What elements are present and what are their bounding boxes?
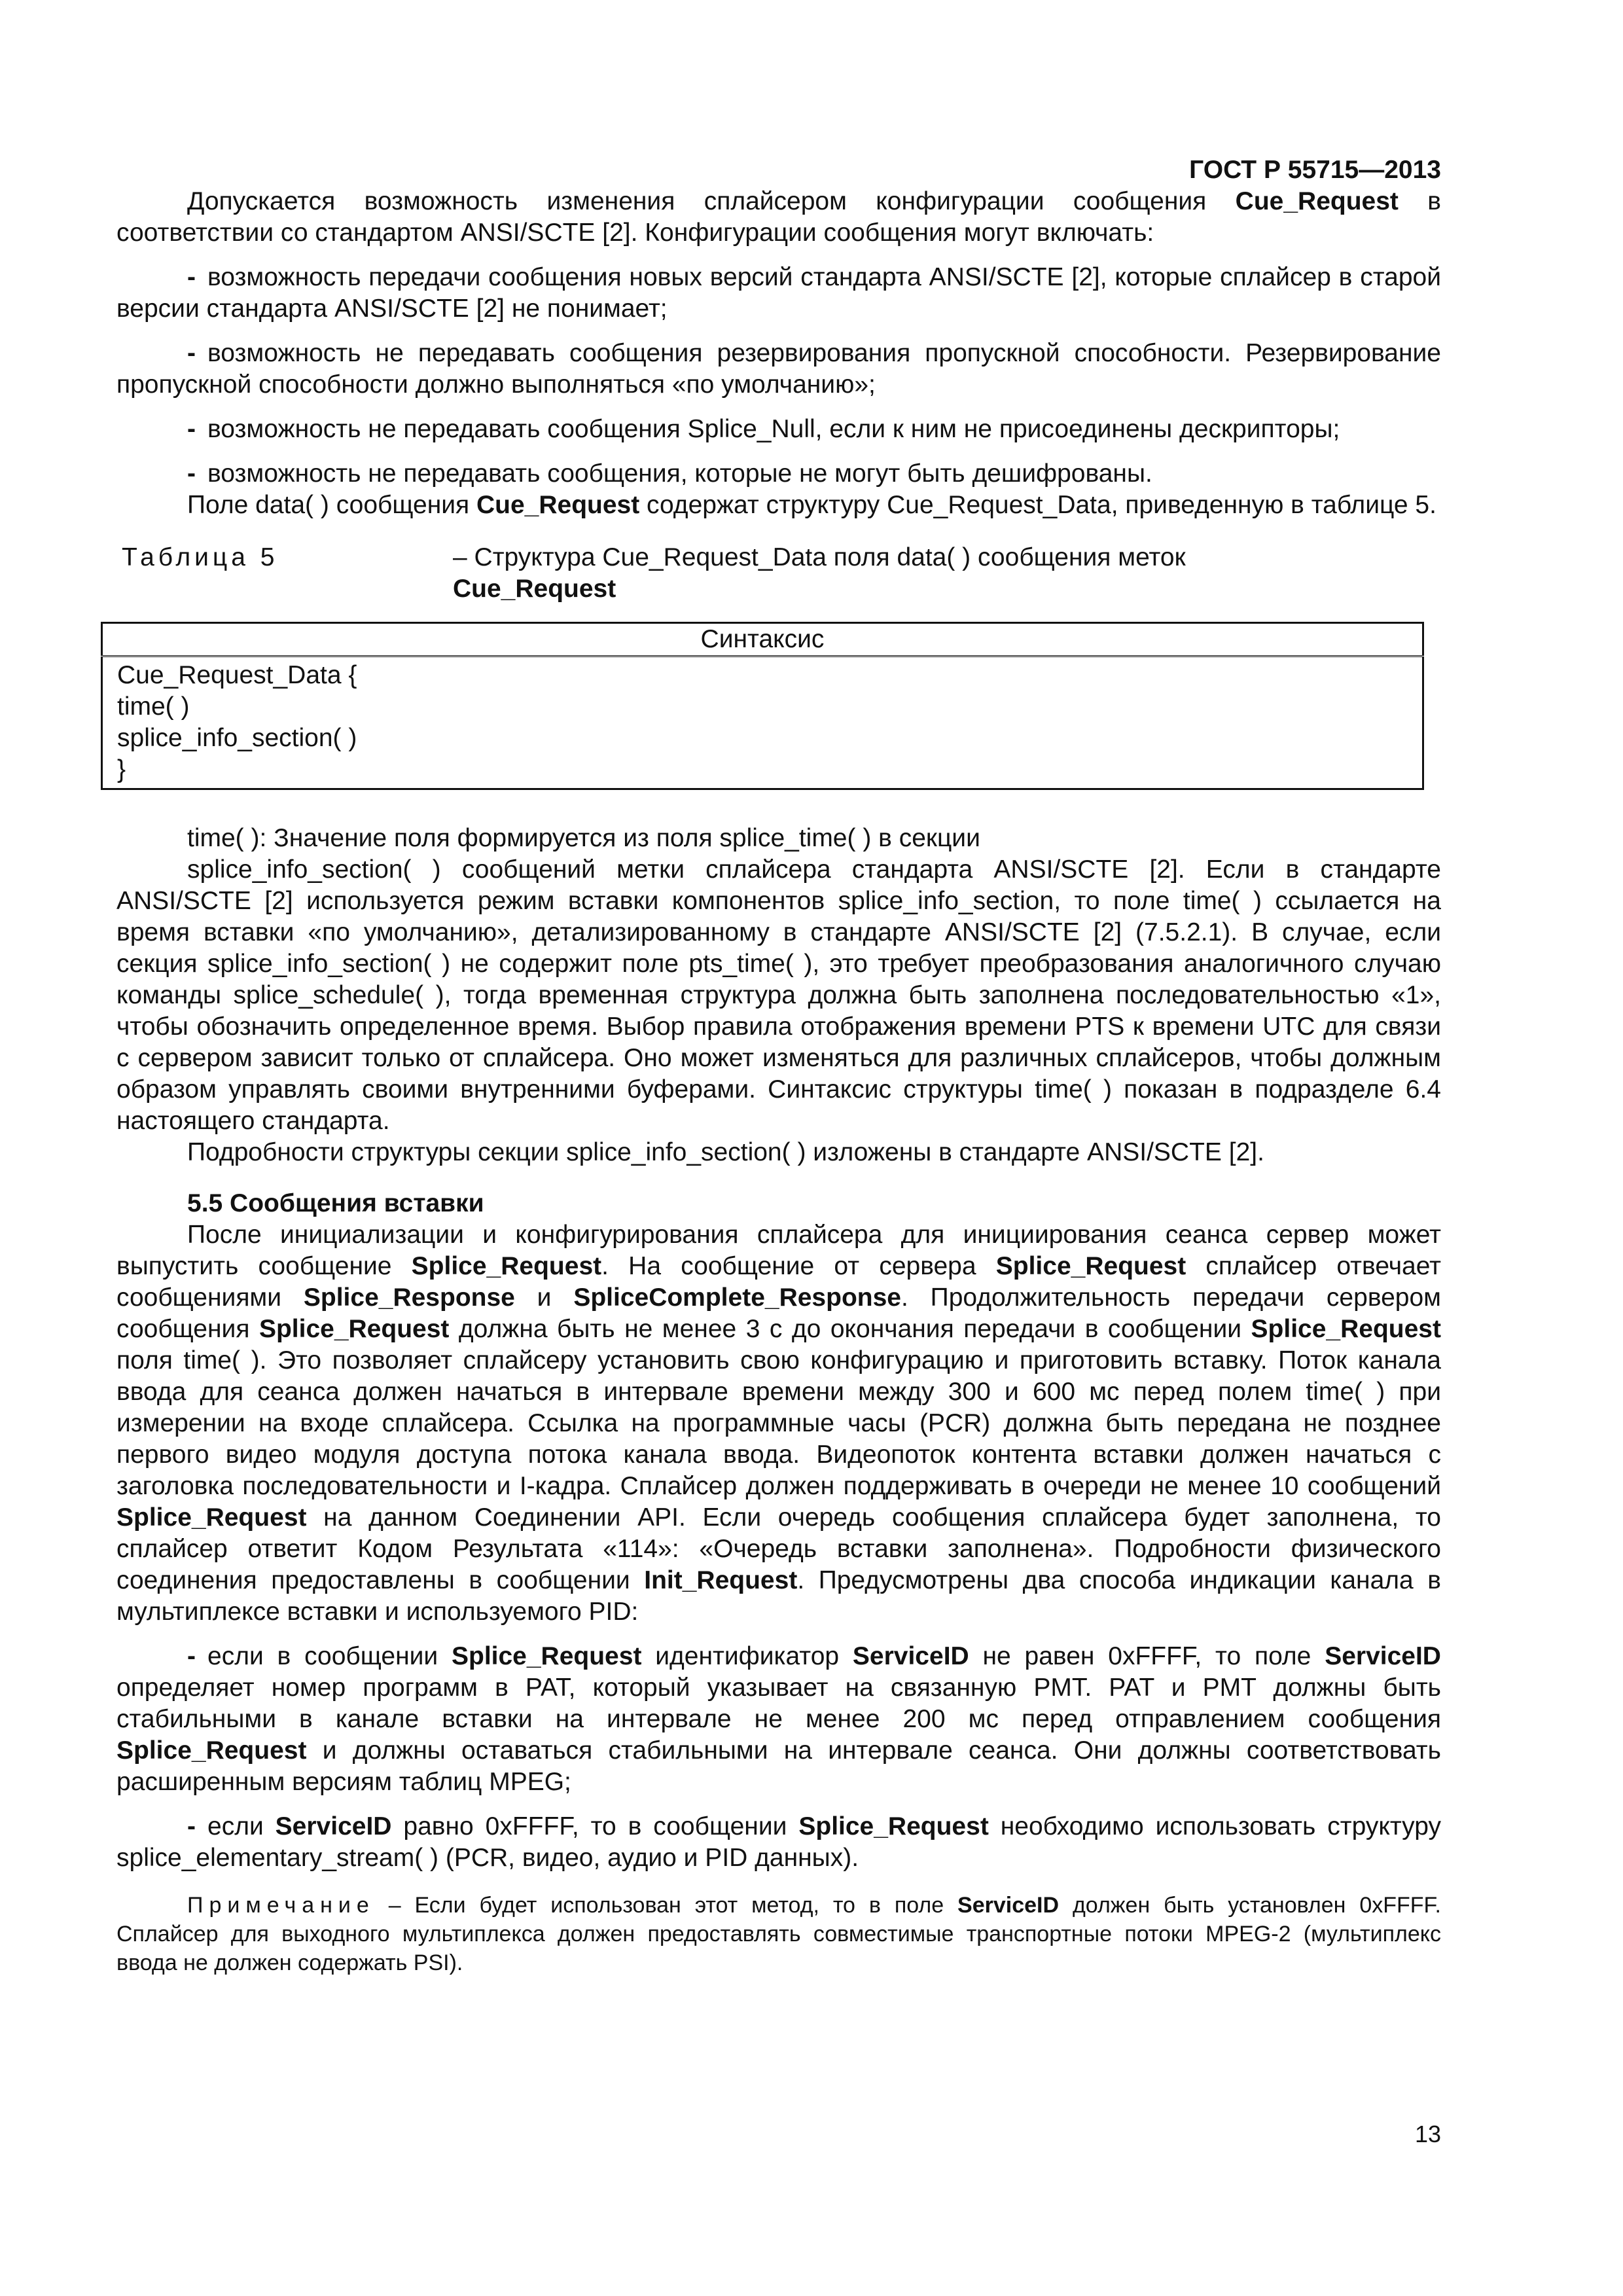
dash-marker: -	[187, 339, 196, 367]
d-bold: Splice_Request	[451, 1642, 642, 1670]
list-item	[116, 414, 1441, 445]
note-bold: ServiceID	[957, 1893, 1060, 1918]
list-item-text: возможность не передавать сообщения, которые не могут быть дешифрованы.	[207, 459, 1152, 488]
p2-text-c: содержат структуру Cue_Request_Data, приведенную в таблице 5.	[639, 491, 1436, 519]
table-row	[102, 656, 1423, 789]
table-caption-text	[453, 542, 1304, 605]
s-bold: Init_Request	[644, 1566, 798, 1594]
d-text: если в сообщении	[207, 1642, 452, 1670]
dash-marker: -	[187, 1812, 196, 1840]
p2-bold-cue-request: Cue_Request	[476, 491, 640, 519]
time-paragraph-3: Подробности структуры секции splice_info_section( ) изложены в стандарте ANSI/SCTE [2].	[187, 1138, 1264, 1166]
p2-text-a: Поле data( ) сообщения	[187, 491, 476, 519]
list-item-text: возможность передачи сообщения новых версий стандарта ANSI/SCTE [2], которые сплайсер в старой версии стандарта ANSI/SCTE [2] не понимает;	[116, 263, 1441, 323]
table-header-row	[102, 623, 1423, 656]
d-bold: ServiceID	[1325, 1642, 1441, 1670]
table-header-syntax: Синтаксис	[102, 623, 1423, 656]
syntax-line: time( )	[117, 692, 190, 721]
d-text: равно 0xFFFF, то в сообщении	[391, 1812, 799, 1840]
note-paragraph	[116, 1891, 1441, 1977]
list-item	[116, 458, 1441, 490]
note-text: должен быть установлен 0xFFFF. Сплайсер для выходного мультиплекса должен предоставлять совместимые транспортные потоки MPEG-2 (мультиплекс ввода не должен содержать PSI).	[116, 1893, 1441, 1975]
dash-marker: -	[187, 1642, 196, 1670]
section-paragraph	[116, 1219, 1441, 1628]
d-text: определяет номер программ в PAT, который указывает на связанную PMT. PAT и PMT должны быть стабильными в канале вставки на интервале не менее 200 мс перед отправлением сообщения	[116, 1674, 1441, 1733]
list-item	[116, 1641, 1441, 1798]
s-bold: SpliceComplete_Response	[573, 1283, 901, 1312]
list-item	[116, 262, 1441, 325]
syntax-line: }	[117, 755, 126, 783]
intro-text-c: в соответствии со стандартом ANSI/SCTE [2]. Конфигурации сообщения могут включать:	[116, 187, 1441, 247]
intro-bold-cue-request: Cue_Request	[1235, 187, 1399, 215]
d-bold: ServiceID	[275, 1812, 392, 1840]
list-item-text: возможность не передавать сообщения Splice_Null, если к ним не присоединены дескрипторы;	[207, 415, 1340, 443]
page-body	[116, 186, 1441, 1977]
intro-paragraph	[116, 186, 1441, 249]
d-text: и должны оставаться стабильными на интервале сеанса. Они должны соответствовать расширенным версиям таблиц MPEG;	[116, 1736, 1441, 1796]
list-item-text: возможность не передавать сообщения резервирования пропускной способности. Резервирование пропускной способности должно выполняться «по умолчанию»;	[116, 339, 1441, 399]
d-bold: Splice_Request	[798, 1812, 989, 1840]
d-text: необходимо использовать структуру splice_elementary_stream( ) (PCR, видео, аудио и PID данных).	[116, 1812, 1441, 1872]
s-text: . На сообщение от сервера	[601, 1252, 996, 1280]
table-label: Таблица 5	[122, 543, 279, 571]
s-bold: Splice_Request	[116, 1503, 307, 1532]
time-paragraph-2: splice_info_section( ) сообщений метки сплайсера стандарта ANSI/SCTE [2]. Если в стандарте ANSI/SCTE [2] используется режим вставки компонентов splice_info_section, то поле time( ) ссылается на время вставки «по умолчанию», детализированному в стандарте ANSI/SCTE [2] (7.5.2.1). В случае, если секция splice_info_section( ) не содержит поле pts_time( ), это требует преобразования аналогичного случаю команды splice_schedule( ), тогда временная структура должна быть заполнена последовательностью «1», чтобы обозначить определенное время. Выбор правила отображения времени PTS к времени UTC для связи с сервером зависит только от сплайсера. Оно может изменяться для различных сплайсеров, чтобы должным образом управлять своими внутренними буферами. Синтаксис структуры time( ) показан в подразделе 6.4 настоящего стандарта.	[116, 855, 1441, 1135]
s-text: должна быть не менее 3 с до окончания передачи в сообщении	[449, 1315, 1251, 1343]
dash-marker: -	[187, 415, 196, 443]
list-item	[116, 338, 1441, 401]
s-text: сплайсер отвечает сообщениями	[116, 1252, 1441, 1312]
s-bold: Splice_Request	[411, 1252, 602, 1280]
standard-header: ГОСТ Р 55715—2013	[1189, 156, 1441, 184]
syntax-table	[101, 622, 1424, 790]
syntax-line: splice_info_section( )	[117, 724, 357, 752]
s-text: поля time( ). Это позволяет сплайсеру установить свою конфигурацию и приготовить вставку. Поток канала ввода для сеанса должен начаться в интервале времени между 300 и 600 мс перед полем time( ) при измерении на входе сплайсера. Ссылка на программные часы (PCR) должна быть передана не позднее первого видео модуля доступа потока канала ввода. Видеопоток контента вставки должен начаться с заголовка последовательности и I-кадра. Сплайсер должен поддерживать в очереди не менее 10 сообщений	[116, 1346, 1441, 1500]
note-label: Примечание	[187, 1893, 375, 1918]
section-heading: 5.5 Сообщения вставки	[187, 1189, 484, 1217]
s-text: и	[514, 1283, 574, 1312]
s-bold: Splice_Request	[259, 1315, 450, 1343]
s-text: . Предусмотрены два способа индикации канала в мультиплексе вставки и используемого PID:	[116, 1566, 1441, 1626]
note-text: – Если будет использован этот метод, то в поле	[374, 1893, 958, 1918]
page-number: 13	[1414, 2121, 1441, 2147]
syntax-line: Cue_Request_Data {	[117, 661, 357, 689]
table-caption	[116, 542, 1441, 610]
s-bold: Splice_Request	[1251, 1315, 1441, 1343]
d-text: если	[207, 1812, 276, 1840]
time-paragraph-1: time( ): Значение поля формируется из поля splice_time( ) в секции	[187, 824, 980, 852]
caption-text: – Структура Cue_Request_Data поля data( ) сообщения меток	[453, 543, 1186, 571]
s-text: После инициализации и конфигурирования сплайсера для инициирования сеанса сервер может выпустить сообщение	[116, 1221, 1441, 1280]
dash-marker: -	[187, 263, 196, 291]
d-text: не равен 0xFFFF, то поле	[969, 1642, 1325, 1670]
list-item	[116, 1811, 1441, 1874]
d-text: идентификатор	[641, 1642, 853, 1670]
s-bold: Splice_Response	[303, 1283, 515, 1312]
s-text: . Продолжительность передачи сервером сообщения	[116, 1283, 1441, 1343]
d-bold: Splice_Request	[116, 1736, 307, 1765]
syntax-cell	[102, 656, 1423, 789]
d-bold: ServiceID	[852, 1642, 969, 1670]
data-field-paragraph	[116, 490, 1441, 521]
s-bold: Splice_Request	[995, 1252, 1186, 1280]
caption-bold: Cue_Request	[453, 575, 616, 603]
intro-text-a: Допускается возможность изменения сплайсером конфигурации сообщения	[187, 187, 1236, 215]
dash-marker: -	[187, 459, 196, 488]
s-text: на данном Соединении API. Если очередь сообщения сплайсера будет заполнена, то сплайсер ответит Кодом Результата «114»: «Очередь вставки заполнена». Подробности физического соединения предоставлены в сообщении	[116, 1503, 1441, 1594]
